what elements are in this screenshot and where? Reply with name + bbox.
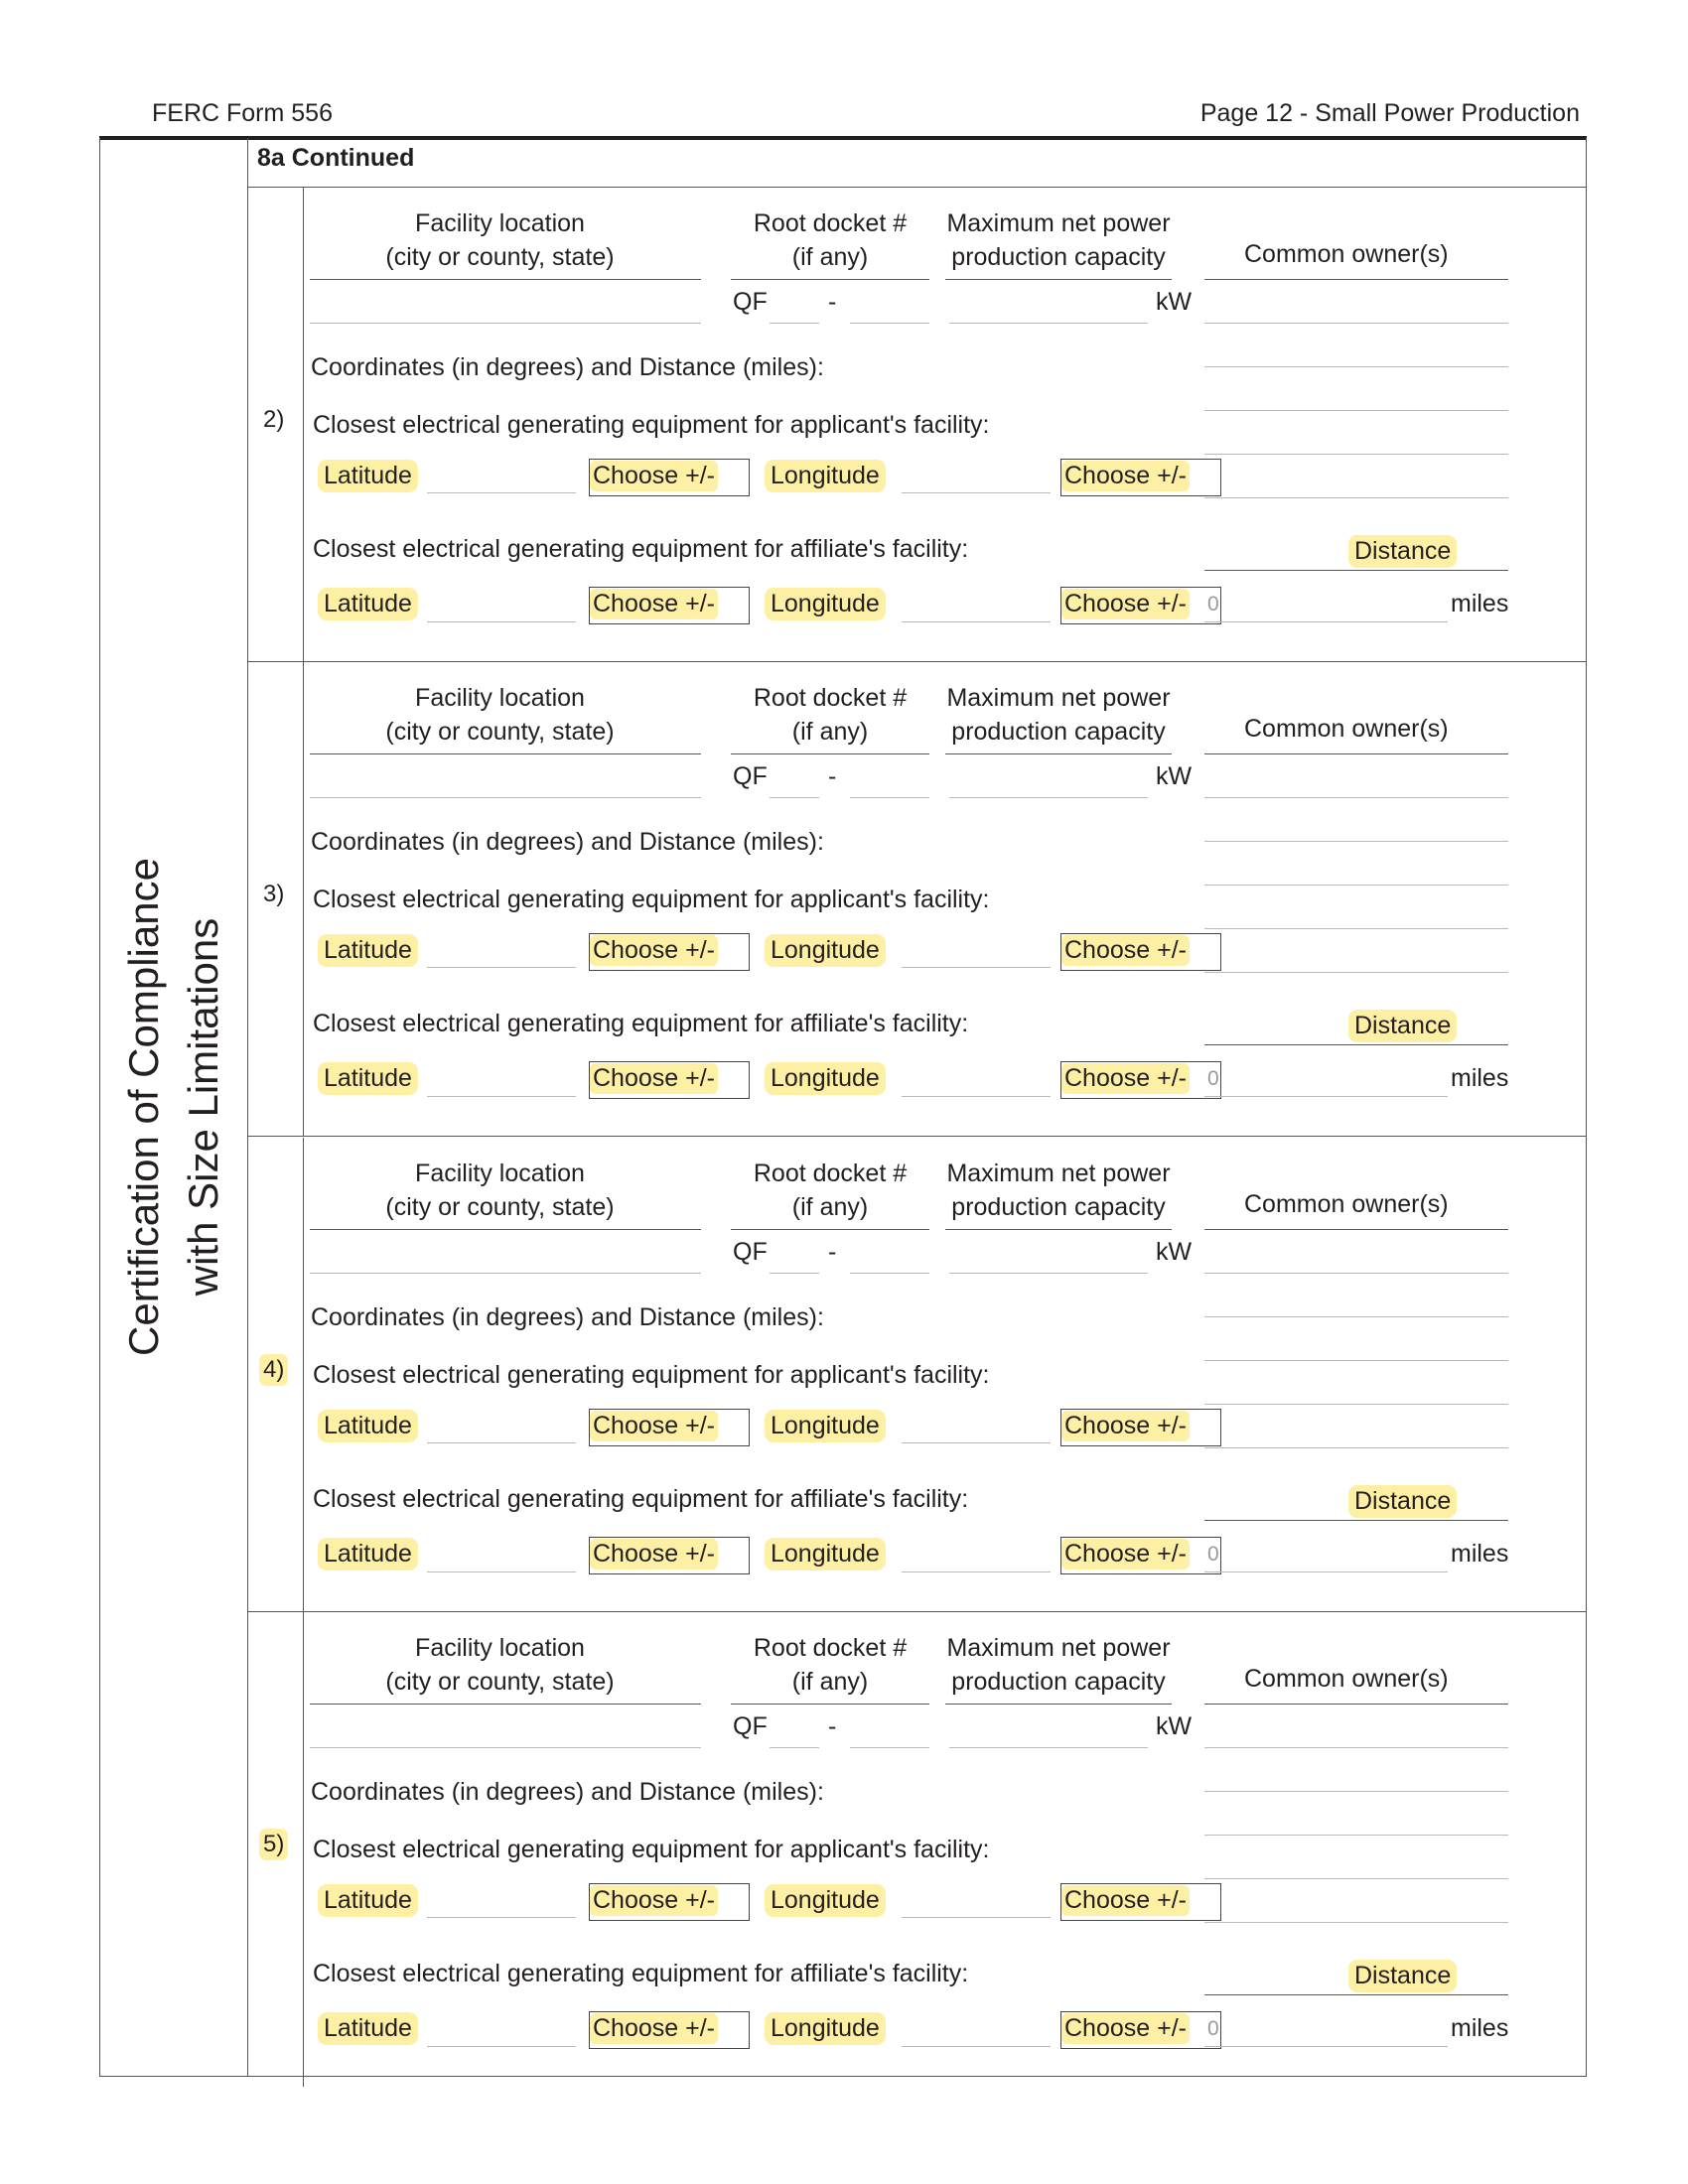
distance-header-rule	[1204, 570, 1508, 571]
common-owners-label: Common owner(s)	[1244, 1190, 1449, 1218]
distance-value[interactable]: 0	[1207, 2017, 1219, 2040]
affiliate-latitude-label: Latitude	[318, 2012, 418, 2045]
facility-location-label-line-2: (city or county, state)	[385, 243, 615, 271]
coordinates-label: Coordinates (in degrees) and Distance (miles):	[311, 1778, 824, 1806]
common-owner-field[interactable]	[1204, 454, 1508, 455]
entry-number-column	[248, 1138, 304, 1611]
docket-dash: -	[828, 762, 837, 790]
affiliate-longitude-field[interactable]	[902, 1571, 1051, 1572]
max-power-label-line-1: Maximum net power	[946, 684, 1171, 712]
root-docket-label	[731, 206, 929, 274]
common-owner-field[interactable]	[1204, 1878, 1508, 1879]
max-power-field[interactable]	[949, 323, 1148, 324]
affiliate-longitude-sign-select[interactable]	[1060, 1537, 1221, 1574]
common-owner-field[interactable]	[1204, 410, 1508, 411]
section-title: 8a Continued	[257, 144, 415, 172]
applicant-longitude-sign-select[interactable]	[1060, 933, 1221, 971]
applicant-equipment-label: Closest electrical generating equipment for applicant's facility:	[313, 411, 990, 439]
distance-field[interactable]	[1204, 621, 1448, 622]
common-owners-header-rule	[1204, 753, 1508, 754]
facility-location-field[interactable]	[310, 323, 701, 324]
side-title-line-1: Certification of Compliance	[120, 858, 167, 1356]
entry-number: 3)	[263, 881, 285, 907]
common-owners-header-rule	[1204, 279, 1508, 280]
choose-sign-label: Choose +/-	[590, 1885, 718, 1916]
common-owner-field[interactable]	[1204, 323, 1508, 324]
applicant-latitude-label: Latitude	[318, 1884, 418, 1917]
distance-header-rule	[1204, 1994, 1508, 1995]
common-owner-field[interactable]	[1204, 497, 1508, 498]
kw-unit: kW	[1156, 288, 1193, 316]
root-docket-header-rule	[731, 753, 929, 754]
affiliate-longitude-sign-select[interactable]	[1060, 2011, 1221, 2049]
page-label: Page 12 - Small Power Production	[1199, 99, 1580, 127]
common-owner-field[interactable]	[1204, 366, 1508, 367]
choose-sign-label: Choose +/-	[1061, 589, 1190, 619]
kw-unit: kW	[1156, 1238, 1193, 1266]
common-owner-field[interactable]	[1204, 1273, 1508, 1274]
max-power-field[interactable]	[949, 1273, 1148, 1274]
root-docket-header-rule	[731, 1704, 929, 1705]
applicant-longitude-sign-select[interactable]	[1060, 459, 1221, 496]
distance-value[interactable]: 0	[1207, 593, 1219, 615]
max-power-header-rule	[945, 753, 1172, 754]
facility-location-field[interactable]	[310, 797, 701, 798]
distance-field[interactable]	[1204, 1096, 1448, 1097]
qf-docket-year-field[interactable]	[770, 323, 819, 324]
max-power-label	[945, 1631, 1172, 1699]
affiliate-longitude-field[interactable]	[902, 2046, 1051, 2047]
affiliate-latitude-label: Latitude	[318, 1062, 418, 1095]
facility-location-header-rule	[310, 279, 701, 280]
choose-sign-label: Choose +/-	[590, 1063, 718, 1094]
max-power-label-line-2: production capacity	[951, 1193, 1166, 1221]
applicant-equipment-label: Closest electrical generating equipment for applicant's facility:	[313, 1361, 990, 1389]
docket-dash: -	[828, 288, 837, 316]
applicant-latitude-sign-select[interactable]	[589, 1409, 750, 1446]
entry-number: 4)	[259, 1354, 288, 1386]
choose-sign-label: Choose +/-	[590, 935, 718, 966]
affiliate-equipment-label: Closest electrical generating equipment for affiliate's facility:	[313, 1485, 969, 1513]
miles-unit: miles	[1451, 1540, 1509, 1568]
applicant-equipment-label: Closest electrical generating equipment for applicant's facility:	[313, 1836, 990, 1863]
affiliate-longitude-label: Longitude	[765, 1062, 886, 1095]
root-docket-header-rule	[731, 1229, 929, 1230]
coordinates-label: Coordinates (in degrees) and Distance (miles):	[311, 1303, 824, 1331]
affiliate-longitude-field[interactable]	[902, 1096, 1051, 1097]
distance-field[interactable]	[1204, 1571, 1448, 1572]
distance-header-rule	[1204, 1044, 1508, 1045]
applicant-longitude-label: Longitude	[765, 460, 886, 492]
max-power-label-line-2: production capacity	[951, 1668, 1166, 1696]
applicant-latitude-field[interactable]	[427, 1917, 576, 1918]
root-docket-label-line-1: Root docket #	[753, 684, 908, 712]
applicant-latitude-sign-select[interactable]	[589, 1883, 750, 1921]
distance-label: Distance	[1348, 535, 1457, 568]
applicant-longitude-field[interactable]	[902, 492, 1051, 493]
common-owner-field[interactable]	[1204, 972, 1508, 973]
qf-docket-year-field[interactable]	[770, 1273, 819, 1274]
applicant-latitude-field[interactable]	[427, 492, 576, 493]
applicant-longitude-label: Longitude	[765, 1410, 886, 1442]
qf-docket-number-field[interactable]	[850, 1747, 929, 1748]
affiliate-latitude-sign-select[interactable]	[589, 1061, 750, 1099]
entry-number-column	[248, 188, 304, 661]
facility-entry	[248, 1138, 1587, 1612]
affiliate-latitude-field[interactable]	[427, 2046, 576, 2047]
entry-number-column	[248, 1612, 304, 2087]
facility-entry	[248, 188, 1587, 662]
applicant-longitude-field[interactable]	[902, 967, 1051, 968]
common-owner-field[interactable]	[1204, 1404, 1508, 1405]
common-owners-header-rule	[1204, 1704, 1508, 1705]
facility-location-label-line-1: Facility location	[415, 1160, 585, 1187]
affiliate-latitude-field[interactable]	[427, 1096, 576, 1097]
distance-label: Distance	[1348, 1010, 1457, 1042]
common-owners-label: Common owner(s)	[1244, 715, 1449, 743]
root-docket-label-line-2: (if any)	[791, 718, 869, 746]
affiliate-latitude-field[interactable]	[427, 621, 576, 622]
choose-sign-label: Choose +/-	[1061, 935, 1190, 966]
choose-sign-label: Choose +/-	[590, 589, 718, 619]
max-power-label-line-2: production capacity	[951, 718, 1166, 746]
distance-value[interactable]: 0	[1207, 1067, 1219, 1090]
qf-label: QF	[733, 1712, 768, 1740]
coordinates-label: Coordinates (in degrees) and Distance (miles):	[311, 353, 824, 381]
common-owner-field[interactable]	[1204, 1791, 1508, 1792]
common-owner-field[interactable]	[1204, 1835, 1508, 1836]
choose-sign-label: Choose +/-	[590, 2013, 718, 2044]
affiliate-latitude-label: Latitude	[318, 588, 418, 620]
form-name: FERC Form 556	[152, 99, 333, 127]
common-owner-field[interactable]	[1204, 885, 1508, 886]
max-power-field[interactable]	[949, 1747, 1148, 1748]
choose-sign-label: Choose +/-	[590, 1539, 718, 1570]
max-power-label	[945, 681, 1172, 749]
applicant-longitude-sign-select[interactable]	[1060, 1409, 1221, 1446]
affiliate-longitude-sign-select[interactable]	[1060, 1061, 1221, 1099]
affiliate-longitude-label: Longitude	[765, 588, 886, 620]
affiliate-latitude-label: Latitude	[318, 1538, 418, 1570]
facility-entry	[248, 662, 1587, 1137]
max-power-header-rule	[945, 279, 1172, 280]
root-docket-label-line-2: (if any)	[791, 1668, 869, 1696]
qf-docket-number-field[interactable]	[850, 797, 929, 798]
affiliate-latitude-field[interactable]	[427, 1571, 576, 1572]
affiliate-equipment-label: Closest electrical generating equipment for affiliate's facility:	[313, 1010, 969, 1037]
side-title	[114, 858, 233, 1356]
entry-number-column	[248, 662, 304, 1136]
applicant-latitude-label: Latitude	[318, 934, 418, 967]
distance-field[interactable]	[1204, 2046, 1448, 2047]
root-docket-label-line-1: Root docket #	[753, 1634, 908, 1662]
facility-location-label-line-1: Facility location	[415, 1634, 585, 1662]
affiliate-longitude-sign-select[interactable]	[1060, 587, 1221, 624]
affiliate-longitude-label: Longitude	[765, 1538, 886, 1570]
facility-location-label	[305, 206, 695, 274]
common-owner-field[interactable]	[1204, 797, 1508, 798]
max-power-label-line-1: Maximum net power	[946, 1634, 1171, 1662]
facility-location-header-rule	[310, 1704, 701, 1705]
root-docket-label-line-2: (if any)	[791, 243, 869, 271]
affiliate-latitude-sign-select[interactable]	[589, 587, 750, 624]
common-owner-field[interactable]	[1204, 1316, 1508, 1317]
entry-number: 2)	[263, 406, 285, 433]
affiliate-longitude-field[interactable]	[902, 621, 1051, 622]
facility-location-header-rule	[310, 753, 701, 754]
qf-label: QF	[733, 288, 768, 316]
root-docket-label	[731, 1631, 929, 1699]
common-owners-label: Common owner(s)	[1244, 1665, 1449, 1693]
affiliate-longitude-label: Longitude	[765, 2012, 886, 2045]
max-power-label	[945, 1157, 1172, 1224]
max-power-header-rule	[945, 1704, 1172, 1705]
qf-label: QF	[733, 762, 768, 790]
max-power-header-rule	[945, 1229, 1172, 1230]
choose-sign-label: Choose +/-	[1061, 1411, 1190, 1441]
facility-location-label-line-2: (city or county, state)	[385, 1193, 615, 1221]
docket-dash: -	[828, 1712, 837, 1740]
miles-unit: miles	[1451, 2014, 1509, 2042]
common-owner-field[interactable]	[1204, 1447, 1508, 1448]
common-owner-field[interactable]	[1204, 1922, 1508, 1923]
facility-location-label-line-2: (city or county, state)	[385, 718, 615, 746]
applicant-latitude-sign-select[interactable]	[589, 459, 750, 496]
distance-value[interactable]: 0	[1207, 1543, 1219, 1566]
root-docket-label-line-2: (if any)	[791, 1193, 869, 1221]
root-docket-label-line-1: Root docket #	[753, 209, 908, 237]
facility-location-label	[305, 1157, 695, 1224]
choose-sign-label: Choose +/-	[1061, 1539, 1190, 1570]
kw-unit: kW	[1156, 1712, 1193, 1740]
facility-location-label	[305, 681, 695, 749]
max-power-label	[945, 206, 1172, 274]
root-docket-label-line-1: Root docket #	[753, 1160, 908, 1187]
miles-unit: miles	[1451, 1064, 1509, 1092]
facility-location-label	[305, 1631, 695, 1699]
applicant-longitude-label: Longitude	[765, 1884, 886, 1917]
applicant-equipment-label: Closest electrical generating equipment for applicant's facility:	[313, 886, 990, 913]
applicant-latitude-field[interactable]	[427, 967, 576, 968]
common-owner-field[interactable]	[1204, 1747, 1508, 1748]
facility-location-label-line-2: (city or county, state)	[385, 1668, 615, 1696]
choose-sign-label: Choose +/-	[1061, 1063, 1190, 1094]
root-docket-header-rule	[731, 279, 929, 280]
section-header	[248, 138, 1587, 188]
choose-sign-label: Choose +/-	[590, 461, 718, 491]
applicant-longitude-label: Longitude	[765, 934, 886, 967]
coordinates-label: Coordinates (in degrees) and Distance (miles):	[311, 828, 824, 856]
applicant-latitude-sign-select[interactable]	[589, 933, 750, 971]
affiliate-latitude-sign-select[interactable]	[589, 1537, 750, 1574]
qf-docket-year-field[interactable]	[770, 797, 819, 798]
max-power-label-line-1: Maximum net power	[946, 209, 1171, 237]
common-owner-field[interactable]	[1204, 928, 1508, 929]
common-owner-field[interactable]	[1204, 841, 1508, 842]
facility-entry	[248, 1612, 1587, 2087]
distance-label: Distance	[1348, 1960, 1457, 1992]
facility-location-label-line-1: Facility location	[415, 684, 585, 712]
applicant-latitude-label: Latitude	[318, 1410, 418, 1442]
affiliate-equipment-label: Closest electrical generating equipment for affiliate's facility:	[313, 1960, 969, 1987]
applicant-longitude-field[interactable]	[902, 1917, 1051, 1918]
choose-sign-label: Choose +/-	[1061, 461, 1190, 491]
choose-sign-label: Choose +/-	[1061, 1885, 1190, 1916]
root-docket-label	[731, 681, 929, 749]
facility-location-label-line-1: Facility location	[415, 209, 585, 237]
facility-location-field[interactable]	[310, 1747, 701, 1748]
kw-unit: kW	[1156, 762, 1193, 790]
qf-label: QF	[733, 1238, 768, 1266]
max-power-label-line-2: production capacity	[951, 243, 1166, 271]
affiliate-equipment-label: Closest electrical generating equipment for affiliate's facility:	[313, 535, 969, 563]
choose-sign-label: Choose +/-	[1061, 2013, 1190, 2044]
choose-sign-label: Choose +/-	[590, 1411, 718, 1441]
miles-unit: miles	[1451, 590, 1509, 617]
common-owners-header-rule	[1204, 1229, 1508, 1230]
applicant-longitude-field[interactable]	[902, 1442, 1051, 1443]
common-owner-field[interactable]	[1204, 1360, 1508, 1361]
qf-docket-number-field[interactable]	[850, 323, 929, 324]
max-power-label-line-1: Maximum net power	[946, 1160, 1171, 1187]
qf-docket-year-field[interactable]	[770, 1747, 819, 1748]
applicant-latitude-field[interactable]	[427, 1442, 576, 1443]
root-docket-label	[731, 1157, 929, 1224]
affiliate-latitude-sign-select[interactable]	[589, 2011, 750, 2049]
applicant-latitude-label: Latitude	[318, 460, 418, 492]
side-title-line-2: with Size Limitations	[180, 917, 226, 1297]
common-owners-label: Common owner(s)	[1244, 240, 1449, 268]
applicant-longitude-sign-select[interactable]	[1060, 1883, 1221, 1921]
distance-label: Distance	[1348, 1485, 1457, 1518]
facility-location-field[interactable]	[310, 1273, 701, 1274]
max-power-field[interactable]	[949, 797, 1148, 798]
docket-dash: -	[828, 1238, 837, 1266]
facility-location-header-rule	[310, 1229, 701, 1230]
qf-docket-number-field[interactable]	[850, 1273, 929, 1274]
entry-number: 5)	[259, 1829, 288, 1860]
distance-header-rule	[1204, 1520, 1508, 1521]
